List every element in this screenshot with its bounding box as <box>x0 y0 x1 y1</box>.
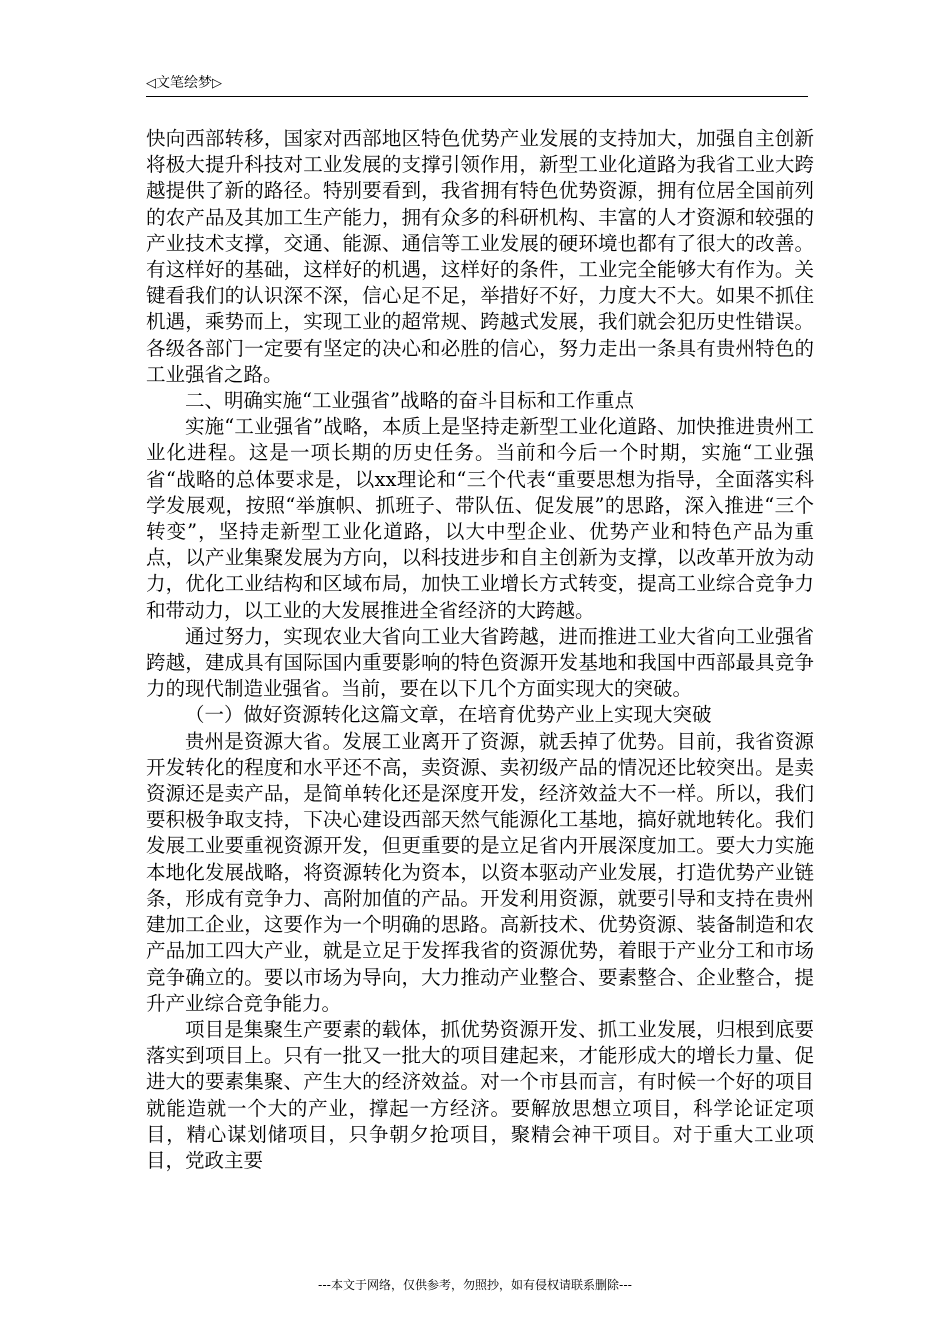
section-heading: 二、明确实施“工业强省”战略的奋斗目标和工作重点 <box>185 389 634 413</box>
right-triangle-icon: ▷ <box>212 76 222 91</box>
paragraph: 贵州是资源大省。发展工业离开了资源，就丢掉了优势。目前，我省资源开发转化的程度和水平还不高，卖资源、卖初级产品的情况还比较突出。是卖资源还是卖产品，是简单转化还是深度开发，经济效益大不一样。所以，我们要积极争取支持，下决心建设西部天然气能源化工基地，搞好就地转化。我们发展工业要重视资源开发，但更重要的是立足省内开展深度加工。要大力实施本地化发展战略，将资源转化为资本，以资本驱动产业发展，打造优势产业链条，形成有竞争力、高附加值的产品。开发利用资源，就要引导和支持在贵州建加工企业，这要作为一个明确的思路。高新技术、优势资源、装备制造和农产品加工四大产业，就是立足于发挥我省的资源优势，着眼于产业分工和市场竞争确立的。要以市场为导向，大力推动产业整合、要素整合、企业整合，提升产业综合竞争能力。 <box>146 729 814 1015</box>
paragraph: 通过努力，实现农业大省向工业大省跨越，进而推进工业大省向工业强省跨越，建成具有国际国内重要影响的特色资源开发基地和我国中西部最具竞争力的现代制造业强省。当前，要在以下几个方面实现大的突破。 <box>146 624 814 701</box>
paragraph: 项目是集聚生产要素的载体，抓优势资源开发、抓工业发展，归根到底要落实到项目上。只有一批又一批大的项目建起来，才能形成大的增长力量、促进大的要素集聚、产生大的经济效益。对一个市县而言，有时候一个好的项目就能造就一个大的产业，撑起一方经济。要解放思想立项目，科学论证定项目，精心谋划储项目，只争朝夕抢项目，聚精会神干项目。对于重大工业项目，党政主要 <box>146 1017 814 1172</box>
page-footer: ---本文于网络，仅供参考，勿照抄，如有侵权请联系删除--- <box>318 1278 632 1292</box>
body-text <box>146 126 814 1174</box>
subsection-heading: （一）做好资源转化这篇文章，在培育优势产业上实现大突破 <box>185 703 712 727</box>
page-header <box>146 72 808 97</box>
header-brand <box>146 74 222 93</box>
left-triangle-icon: ◁ <box>146 76 156 91</box>
brand-text: 文笔绘梦 <box>156 75 212 91</box>
paragraph: 快向西部转移，国家对西部地区特色优势产业发展的支持加大，加强自主创新将极大提升科技对工业发展的支撑引领作用，新型工业化道路为我省工业大跨越提供了新的路径。特别要看到，我省拥有特色优势资源，拥有位居全国前列的农产品及其加工生产能力，拥有众多的科研机构、丰富的人才资源和较强的产业技术支撑，交通、能源、通信等工业发展的硬环境也都有了很大的改善。有这样好的基础，这样好的机遇，这样好的条件，工业完全能够大有作为。关键看我们的认识深不深，信心足不足，举措好不好，力度大不大。如果不抓住机遇，乘势而上，实现工业的超常规、跨越式发展，我们就会犯历史性错误。各级各部门一定要有坚定的决心和必胜的信心，努力走出一条具有贵州特色的工业强省之路。 <box>146 127 814 386</box>
paragraph: 实施“工业强省”战略，本质上是坚持走新型工业化道路、加快推进贵州工业化进程。这是一项长期的历史任务。当前和今后一个时期，实施“工业强省“战略的总体要求是，以xx理论和“三个代表“重要思想为指导，全面落实科学发展观，按照“举旗帜、抓班子、带队伍、促发展”的思路，深入推进“三个转变”，坚持走新型工业化道路，以大中型企业、优势产业和特色产品为重点，以产业集聚发展为方向，以科技进步和自主创新为支撑，以改革开放为动力，优化工业结构和区域布局，加快工业增长方式转变，提高工业综合竞争力和带动力，以工业的大发展推进全省经济的大跨越。 <box>146 415 814 622</box>
